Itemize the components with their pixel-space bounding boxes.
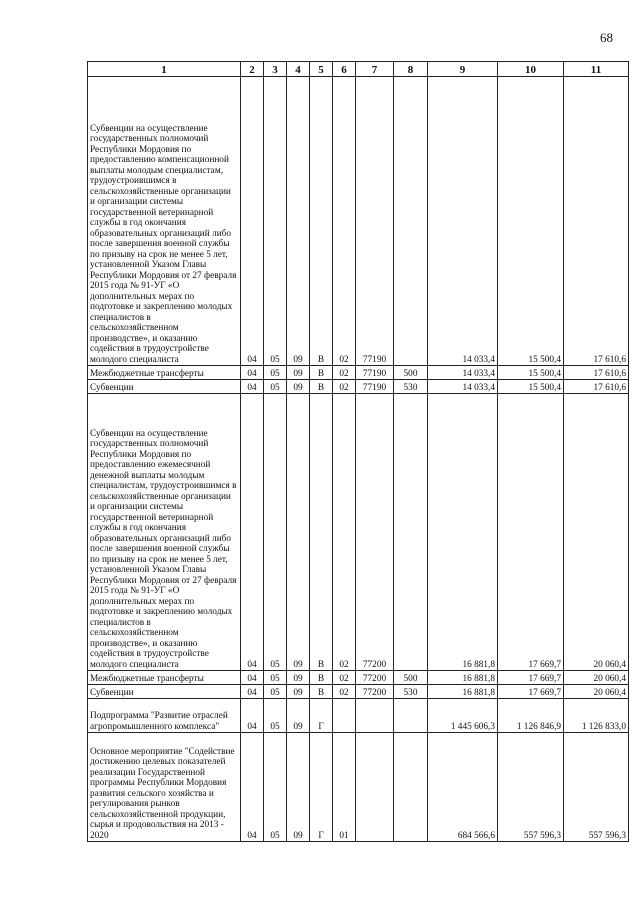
code-cell: 77190: [356, 366, 394, 380]
code-cell: В: [310, 366, 333, 380]
code-cell: [394, 699, 428, 733]
code-cell: 09: [287, 380, 310, 394]
table-row: [88, 671, 629, 685]
amount-cell: 20 060,4: [564, 685, 629, 699]
amount-cell: 17 669,7: [498, 685, 564, 699]
column-header: 2: [241, 62, 264, 77]
table-row: [88, 366, 629, 380]
code-cell: 77190: [356, 380, 394, 394]
code-cell: Г: [310, 733, 333, 842]
code-cell: 05: [264, 366, 287, 380]
column-header: 1: [88, 62, 241, 77]
code-cell: 04: [241, 685, 264, 699]
amount-cell: 557 596,3: [498, 733, 564, 842]
column-header: 10: [498, 62, 564, 77]
code-cell: 02: [333, 366, 356, 380]
code-cell: 77200: [356, 671, 394, 685]
column-header: 4: [287, 62, 310, 77]
amount-cell: 17 610,6: [564, 366, 629, 380]
code-cell: 02: [333, 394, 356, 671]
code-cell: 530: [394, 685, 428, 699]
code-cell: В: [310, 380, 333, 394]
amount-cell: 16 881,8: [428, 394, 498, 671]
table-row: [88, 699, 629, 733]
code-cell: [333, 699, 356, 733]
code-cell: В: [310, 77, 333, 366]
code-cell: 04: [241, 77, 264, 366]
code-cell: 77200: [356, 394, 394, 671]
table-row: [88, 77, 629, 366]
code-cell: 04: [241, 671, 264, 685]
code-cell: 04: [241, 699, 264, 733]
code-cell: 500: [394, 366, 428, 380]
code-cell: 09: [287, 699, 310, 733]
row-description: Межбюджетные трансферты: [88, 671, 241, 685]
budget-table: [87, 61, 629, 842]
amount-cell: 16 881,8: [428, 671, 498, 685]
code-cell: 05: [264, 380, 287, 394]
code-cell: Г: [310, 699, 333, 733]
code-cell: 04: [241, 733, 264, 842]
code-cell: 530: [394, 380, 428, 394]
amount-cell: 20 060,4: [564, 394, 629, 671]
row-description: Межбюджетные трансферты: [88, 366, 241, 380]
row-description: Основное мероприятие "Содействие достижению целевых показателей реализации Государственной программы Республики Мордовия развития сельского хозяйства и регулирования рынков сельскохозяйственной продукции, сырья и продовольствия на 2013 - 2020: [88, 733, 241, 842]
amount-cell: 1 126 846,9: [498, 699, 564, 733]
code-cell: 77190: [356, 77, 394, 366]
row-description: Субвенции: [88, 380, 241, 394]
amount-cell: 17 669,7: [498, 394, 564, 671]
code-cell: В: [310, 394, 333, 671]
code-cell: 09: [287, 671, 310, 685]
code-cell: 02: [333, 671, 356, 685]
code-cell: [356, 699, 394, 733]
amount-cell: 14 033,4: [428, 380, 498, 394]
code-cell: [394, 733, 428, 842]
table-body: [88, 77, 629, 842]
code-cell: 05: [264, 733, 287, 842]
amount-cell: 17 610,6: [564, 77, 629, 366]
code-cell: 04: [241, 380, 264, 394]
amount-cell: 557 596,3: [564, 733, 629, 842]
code-cell: 04: [241, 394, 264, 671]
amount-cell: 684 566,6: [428, 733, 498, 842]
row-description: Субвенции: [88, 685, 241, 699]
code-cell: 05: [264, 699, 287, 733]
code-cell: 02: [333, 77, 356, 366]
table-row: [88, 685, 629, 699]
code-cell: В: [310, 671, 333, 685]
table-row: [88, 380, 629, 394]
row-description: Подпрограмма "Развитие отраслей агропромышленного комплекса": [88, 699, 241, 733]
code-cell: 02: [333, 380, 356, 394]
column-header: 11: [564, 62, 629, 77]
code-cell: 05: [264, 394, 287, 671]
table-row: [88, 394, 629, 671]
row-description: Субвенции на осуществление государственных полномочий Республики Мордовия по предоставлению компенсационной выплаты молодым специалистам, трудоустроившимся в сельскохозяйственные организации и организации системы государственной ветеринарной службы в год окончания образовательных организаций либо после завершения военной службы по призыву на срок не менее 5 лет, установленной Указом Главы Республики Мордовия от 27 февраля 2015 года № 91-УГ «О дополнительных мерах по подготовке и закреплению молодых специалистов в сельскохозяйственном производстве», и оказанию содействия в трудоустройстве молодого специалиста: [88, 77, 241, 366]
amount-cell: 1 445 606,3: [428, 699, 498, 733]
code-cell: 09: [287, 77, 310, 366]
code-cell: 04: [241, 366, 264, 380]
code-cell: 05: [264, 685, 287, 699]
amount-cell: 14 033,4: [428, 77, 498, 366]
header-row: [88, 62, 629, 77]
code-cell: [394, 394, 428, 671]
code-cell: [394, 77, 428, 366]
code-cell: 500: [394, 671, 428, 685]
amount-cell: 15 500,4: [498, 380, 564, 394]
amount-cell: 16 881,8: [428, 685, 498, 699]
column-header: 6: [333, 62, 356, 77]
amount-cell: 15 500,4: [498, 77, 564, 366]
column-header: 7: [356, 62, 394, 77]
code-cell: В: [310, 685, 333, 699]
code-cell: 09: [287, 733, 310, 842]
page-number: 68: [600, 30, 613, 45]
code-cell: 01: [333, 733, 356, 842]
code-cell: 05: [264, 671, 287, 685]
amount-cell: 17 610,6: [564, 380, 629, 394]
amount-cell: 17 669,7: [498, 671, 564, 685]
code-cell: 09: [287, 685, 310, 699]
row-description: Субвенции на осуществление государственных полномочий Республики Мордовия по предоставлению ежемесячной денежной выплаты молодым специалистам, трудоустроившимся в сельскохозяйственные организации и организации системы государственной ветеринарной службы в год окончания образовательных организаций либо после завершения военной службы по призыву на срок не менее 5 лет, установленной Указом Главы Республики Мордовия от 27 февраля 2015 года № 91-УГ «О дополнительных мерах по подготовке и закреплению молодых специалистов в сельскохозяйственном производстве», и оказанию содействия в трудоустройстве молодого специалиста: [88, 394, 241, 671]
table-row: [88, 733, 629, 842]
code-cell: 09: [287, 366, 310, 380]
amount-cell: 14 033,4: [428, 366, 498, 380]
amount-cell: 15 500,4: [498, 366, 564, 380]
column-header: 3: [264, 62, 287, 77]
code-cell: 05: [264, 77, 287, 366]
amount-cell: 1 126 833,0: [564, 699, 629, 733]
column-header: 5: [310, 62, 333, 77]
code-cell: 09: [287, 394, 310, 671]
amount-cell: 20 060,4: [564, 671, 629, 685]
column-header: 9: [428, 62, 498, 77]
code-cell: 02: [333, 685, 356, 699]
code-cell: 77200: [356, 685, 394, 699]
code-cell: [356, 733, 394, 842]
column-header: 8: [394, 62, 428, 77]
